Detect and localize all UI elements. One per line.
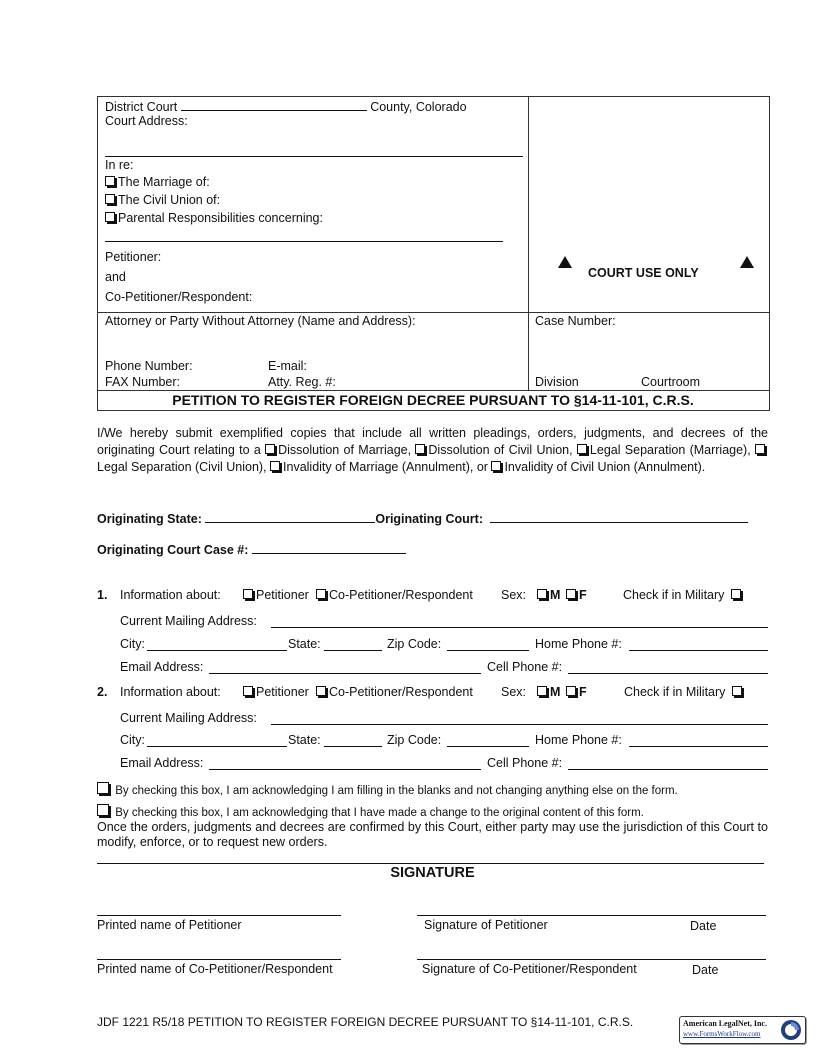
city-field[interactable]: [147, 650, 287, 651]
opt-dissolution-civil[interactable]: Dissolution of Civil Union,: [415, 443, 572, 457]
mailing-field[interactable]: [271, 627, 768, 628]
sex-label: Sex:: [501, 685, 527, 699]
military-option[interactable]: Check if in Military: [624, 685, 745, 700]
checkbox[interactable]: [105, 194, 115, 204]
ack-blanks[interactable]: By checking this box, I am acknowledging I am filling in the blanks and not changing anything else on the form.: [97, 782, 678, 799]
option-marriage[interactable]: The Marriage of:: [105, 175, 210, 190]
checkbox[interactable]: [316, 589, 326, 599]
checkbox[interactable]: [243, 686, 253, 696]
sex-male-option[interactable]: M: [537, 685, 560, 700]
originating-case-line: Originating Court Case #:: [97, 541, 406, 558]
sex-label: Sex:: [501, 588, 527, 602]
home-phone-label: Home Phone #:: [535, 637, 622, 651]
home-phone-label: Home Phone #:: [535, 733, 622, 747]
party-petitioner-option[interactable]: Petitioner: [243, 685, 309, 700]
state-field[interactable]: [324, 746, 382, 747]
city-field[interactable]: [147, 746, 287, 747]
atty-reg-label: Atty. Reg. #:: [268, 375, 336, 389]
party-co-petitioner-option[interactable]: Co-Petitioner/Respondent: [316, 588, 473, 603]
state-label: State:: [288, 637, 321, 651]
caption-vertical-divider: [528, 96, 529, 390]
email-address-field[interactable]: [209, 673, 481, 674]
cell-phone-label: Cell Phone #:: [487, 756, 563, 770]
district-court-line: [105, 98, 467, 115]
phone-label: Phone Number:: [105, 359, 193, 373]
court-address-label: Court Address:: [105, 114, 188, 128]
form-title: PETITION TO REGISTER FOREIGN DECREE PURSUANT TO §14-11-101, C.R.S.: [172, 392, 694, 408]
sex-female-option[interactable]: F: [566, 685, 587, 700]
option-civil-union[interactable]: The Civil Union of:: [105, 193, 220, 208]
checkbox[interactable]: [537, 589, 547, 599]
checkbox[interactable]: [537, 686, 547, 696]
printed-co-field[interactable]: [97, 959, 341, 960]
printed-co-label: Printed name of Co-Petitioner/Respondent: [97, 962, 333, 976]
mailing-field[interactable]: [271, 724, 768, 725]
caption-horizontal-divider: [97, 312, 769, 313]
party-number: 1.: [97, 588, 108, 602]
option-parental[interactable]: Parental Responsibilities concerning:: [105, 211, 323, 226]
party-info-line: Information about:: [120, 588, 221, 602]
cell-phone-field[interactable]: [568, 673, 768, 674]
title-top-divider: [97, 390, 769, 391]
checkbox[interactable]: [732, 686, 742, 696]
checkbox[interactable]: [97, 782, 109, 794]
military-option[interactable]: Check if in Military: [623, 588, 744, 603]
ack-changed[interactable]: By checking this box, I am acknowledging that I have made a change to the original content of this form.: [97, 804, 644, 821]
opt-invalidity-civil[interactable]: Invalidity of Civil Union (Annulment).: [491, 460, 705, 474]
printed-petitioner-field[interactable]: [97, 915, 341, 916]
logo-name: American LegalNet, Inc.: [683, 1019, 767, 1028]
court-use-only: COURT USE ONLY: [588, 266, 699, 280]
originating-state-field[interactable]: [205, 510, 375, 523]
case-number-label: Case Number:: [535, 314, 616, 328]
email-address-label: Email Address:: [120, 756, 204, 770]
caption-box: [97, 96, 770, 411]
signature-petitioner-field[interactable]: [417, 915, 766, 916]
zip-field[interactable]: [447, 746, 529, 747]
checkbox[interactable]: [243, 589, 253, 599]
checkbox[interactable]: [566, 686, 576, 696]
district-court-label: District Court: [105, 100, 178, 114]
email-address-field[interactable]: [209, 769, 481, 770]
home-phone-field[interactable]: [629, 650, 768, 651]
date-label: Date: [692, 963, 719, 977]
signature-co-field[interactable]: [417, 959, 766, 960]
mailing-label: Current Mailing Address:: [120, 711, 257, 725]
mailing-label: Current Mailing Address:: [120, 614, 257, 628]
email-label: E-mail:: [268, 359, 307, 373]
logo-globe-icon: [779, 1018, 803, 1042]
state-field[interactable]: [324, 650, 382, 651]
signature-divider: [97, 863, 764, 864]
signature-co-label: Signature of Co-Petitioner/Respondent: [422, 962, 637, 976]
logo-url: www.FormsWorkFlow.com: [683, 1030, 761, 1038]
email-address-label: Email Address:: [120, 660, 204, 674]
checkbox[interactable]: [577, 444, 587, 454]
sex-female-option[interactable]: F: [566, 588, 587, 603]
division-label: Division: [535, 375, 579, 389]
checkbox[interactable]: [566, 589, 576, 599]
jurisdiction-paragraph: Once the orders, judgments and decrees are confirmed by this Court, either party may use the jurisdiction of this Court to modify, enforce, or to request new orders.: [97, 820, 768, 849]
parties-name-field[interactable]: [105, 241, 503, 242]
checkbox[interactable]: [755, 444, 765, 454]
courtroom-label: Courtroom: [641, 375, 701, 389]
signature-heading: SIGNATURE: [390, 865, 475, 881]
and-label: and: [105, 270, 126, 284]
checkbox[interactable]: [97, 804, 109, 816]
date-label: Date: [690, 919, 717, 933]
opt-legal-sep-marriage[interactable]: Legal Separation (Marriage),: [577, 443, 751, 457]
legalnet-logo: [679, 1016, 806, 1044]
up-arrow-icon: [740, 256, 754, 268]
checkbox[interactable]: [270, 461, 280, 471]
checkbox[interactable]: [731, 589, 741, 599]
court-address-field[interactable]: [105, 156, 523, 157]
party-petitioner-option[interactable]: Petitioner: [243, 588, 309, 603]
up-arrow-icon: [558, 256, 572, 268]
opt-dissolution-marriage[interactable]: Dissolution of Marriage,: [265, 443, 411, 457]
opt-legal-sep-civil[interactable]: Legal Separation (Civil Union),: [97, 443, 768, 474]
footer-form-id: JDF 1221 R5/18 PETITION TO REGISTER FOREIGN DECREE PURSUANT TO §14-11-101, C.R.S.: [97, 1015, 634, 1029]
sex-male-option[interactable]: M: [537, 588, 560, 603]
party-co-petitioner-option[interactable]: Co-Petitioner/Respondent: [316, 685, 473, 700]
co-petitioner-label: Co-Petitioner/Respondent:: [105, 290, 253, 304]
city-label: City:: [120, 733, 145, 747]
fax-label: FAX Number:: [105, 375, 181, 389]
home-phone-field[interactable]: [629, 746, 768, 747]
district-court-field[interactable]: [181, 98, 367, 111]
cell-phone-field[interactable]: [568, 769, 768, 770]
signature-petitioner-label: Signature of Petitioner: [424, 918, 548, 932]
originating-court-field[interactable]: [490, 510, 748, 523]
checkbox[interactable]: [105, 212, 115, 222]
checkbox[interactable]: [265, 444, 275, 454]
county-suffix: County, Colorado: [370, 100, 467, 114]
checkbox[interactable]: [316, 686, 326, 696]
city-label: City:: [120, 637, 145, 651]
in-re-label: In re:: [105, 158, 134, 172]
petitioner-label: Petitioner:: [105, 250, 162, 264]
cell-phone-label: Cell Phone #:: [487, 660, 563, 674]
party-number: 2.: [97, 685, 108, 699]
printed-petitioner-label: Printed name of Petitioner: [97, 918, 242, 932]
state-label: State:: [288, 733, 321, 747]
opt-invalidity-marriage[interactable]: Invalidity of Marriage (Annulment), or: [270, 460, 488, 474]
checkbox[interactable]: [491, 461, 501, 471]
zip-label: Zip Code:: [387, 637, 442, 651]
intro-paragraph: I/We hereby submit exemplified copies that include all written pleadings, orders, judgments, and decrees of the originating Court relating to a Dissolution of Marriage, Dissolution of Civil Union, Legal Separation (Marriage), Legal Separation (Civil Union), Invalidity of Marriage (Annulment), or Invalidity of Civil Union (Annulment).: [97, 426, 768, 474]
originating-state-line: Originating State: Originating Court:: [97, 510, 748, 527]
checkbox[interactable]: [105, 176, 115, 186]
checkbox[interactable]: [415, 444, 425, 454]
zip-label: Zip Code:: [387, 733, 442, 747]
zip-field[interactable]: [447, 650, 529, 651]
party-info-line: Information about:: [120, 685, 221, 699]
originating-case-field[interactable]: [252, 541, 406, 554]
attorney-label: Attorney or Party Without Attorney (Name and Address):: [105, 314, 416, 328]
